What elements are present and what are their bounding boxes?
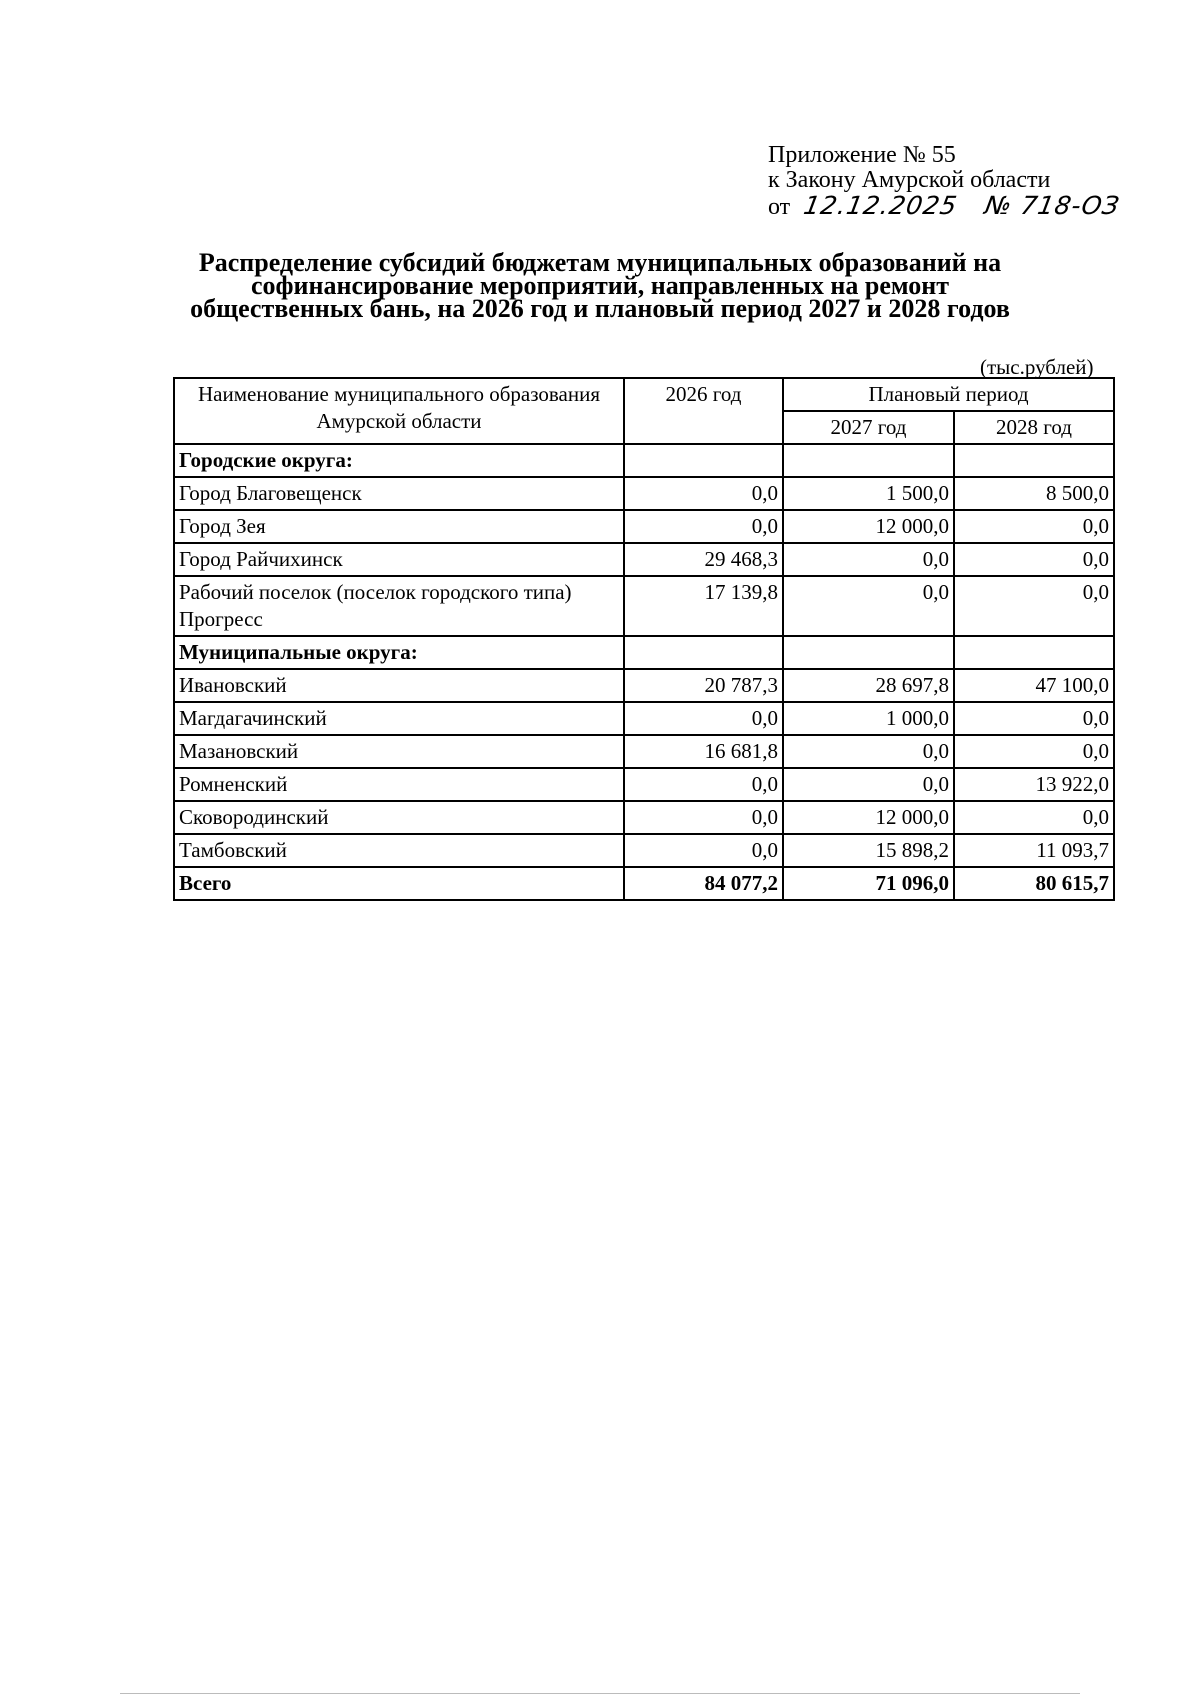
table-row <box>174 576 1114 636</box>
row-value-2026: 0,0 <box>624 834 783 867</box>
table-row <box>174 543 1114 576</box>
table-row <box>174 768 1114 801</box>
row-value-2028: 13 922,0 <box>954 768 1114 801</box>
row-value-2026: 16 681,8 <box>624 735 783 768</box>
row-name: Город Зея <box>174 510 624 543</box>
row-name: Ивановский <box>174 669 624 702</box>
title-line-1: Распределение субсидий бюджетам муниципальных образований на <box>198 248 1002 277</box>
row-value-2027: 1 000,0 <box>783 702 954 735</box>
row-value-2028: 80 615,7 <box>954 867 1114 900</box>
row-value-2026: 0,0 <box>624 702 783 735</box>
row-value-2027: 0,0 <box>783 735 954 768</box>
row-value-2027: 0,0 <box>783 543 954 576</box>
header-planned-period: Плановый период <box>783 378 1114 411</box>
table-row-group <box>174 444 1114 477</box>
row-value-2027: 0,0 <box>783 576 954 636</box>
row-name: Муниципальные округа: <box>174 636 624 669</box>
row-value-2026: 0,0 <box>624 477 783 510</box>
header-2026: 2026 год <box>624 378 783 444</box>
row-value-2028: 0,0 <box>954 702 1114 735</box>
row-value-2028 <box>954 636 1114 669</box>
document-title <box>150 248 1050 323</box>
scan-artifact-line <box>120 1693 1080 1694</box>
table-row <box>174 735 1114 768</box>
handwritten-number: № 718-ОЗ <box>982 191 1123 220</box>
table-row <box>174 801 1114 834</box>
subsidy-table <box>173 377 1115 901</box>
table-row <box>174 510 1114 543</box>
row-name: Магдагачинский <box>174 702 624 735</box>
row-value-2028: 0,0 <box>954 543 1114 576</box>
table-row <box>174 702 1114 735</box>
title-line-2: софинансирование мероприятий, направленных на ремонт <box>250 271 950 300</box>
row-value-2026: 20 787,3 <box>624 669 783 702</box>
header-2027: 2027 год <box>783 411 954 444</box>
row-value-2026: 17 139,8 <box>624 576 783 636</box>
handwritten-date: 12.12.2025 <box>801 191 960 220</box>
row-value-2026: 0,0 <box>624 510 783 543</box>
row-value-2027 <box>783 444 954 477</box>
row-value-2027: 15 898,2 <box>783 834 954 867</box>
row-value-2027: 12 000,0 <box>783 510 954 543</box>
attachment-law: к Закону Амурской области <box>768 167 1051 193</box>
row-value-2026 <box>624 444 783 477</box>
date-prefix: от <box>768 194 791 220</box>
row-value-2028: 0,0 <box>954 801 1114 834</box>
row-name: Городские округа: <box>174 444 624 477</box>
header-name-column: Наименование муниципального образования Амурской области <box>174 378 624 444</box>
row-value-2027: 71 096,0 <box>783 867 954 900</box>
row-value-2028: 0,0 <box>954 576 1114 636</box>
row-name: Всего <box>174 867 624 900</box>
row-name: Город Благовещенск <box>174 477 624 510</box>
row-value-2028: 47 100,0 <box>954 669 1114 702</box>
table-row-group <box>174 636 1114 669</box>
units-label: (тыс.рублей) <box>980 355 1094 379</box>
row-value-2028: 11 093,7 <box>954 834 1114 867</box>
row-value-2027: 1 500,0 <box>783 477 954 510</box>
row-value-2028 <box>954 444 1114 477</box>
table-header-row <box>174 378 1114 411</box>
row-value-2028: 0,0 <box>954 510 1114 543</box>
attachment-block <box>768 142 1123 220</box>
table-row <box>174 669 1114 702</box>
row-name: Город Райчихинск <box>174 543 624 576</box>
row-name: Ромненский <box>174 768 624 801</box>
row-name: Рабочий поселок (поселок городского типа) Прогресс <box>174 576 624 636</box>
row-value-2027 <box>783 636 954 669</box>
header-2028: 2028 год <box>954 411 1114 444</box>
title-line-3: общественных бань, на 2026 год и плановый период 2027 и 2028 годов <box>190 294 1010 323</box>
row-value-2028: 8 500,0 <box>954 477 1114 510</box>
row-value-2028: 0,0 <box>954 735 1114 768</box>
row-value-2026: 0,0 <box>624 801 783 834</box>
row-name: Тамбовский <box>174 834 624 867</box>
attachment-date-line <box>768 191 1123 220</box>
row-value-2027: 28 697,8 <box>783 669 954 702</box>
row-value-2026: 29 468,3 <box>624 543 783 576</box>
handwritten-date-and-number <box>802 193 1122 218</box>
row-value-2026: 0,0 <box>624 768 783 801</box>
attachment-title: Приложение № 55 <box>768 142 956 168</box>
row-name: Сковородинский <box>174 801 624 834</box>
row-value-2026 <box>624 636 783 669</box>
row-name: Мазановский <box>174 735 624 768</box>
row-value-2027: 12 000,0 <box>783 801 954 834</box>
table-row <box>174 834 1114 867</box>
table-row <box>174 477 1114 510</box>
table-row-total <box>174 867 1114 900</box>
row-value-2027: 0,0 <box>783 768 954 801</box>
row-value-2026: 84 077,2 <box>624 867 783 900</box>
